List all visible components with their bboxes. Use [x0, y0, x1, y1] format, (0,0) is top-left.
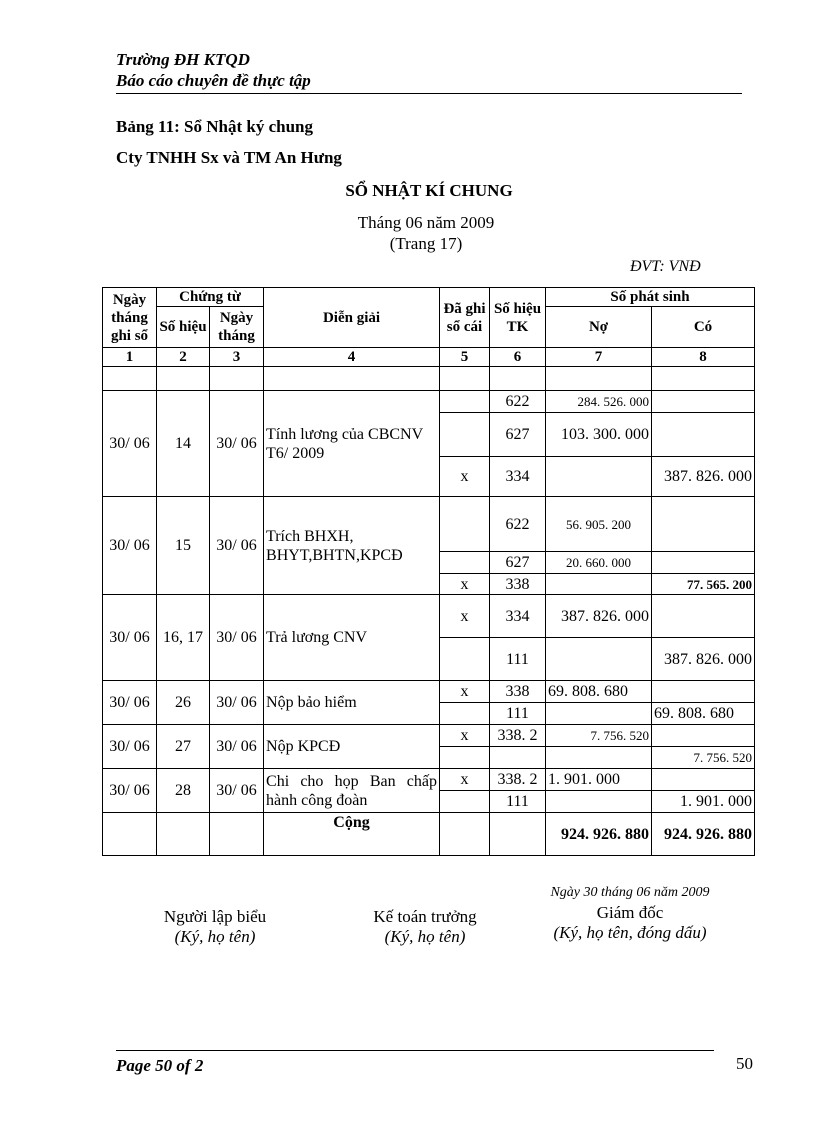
voucher-date: 30/ 06 — [210, 769, 264, 813]
entry-date: 30/ 06 — [103, 391, 157, 497]
header-divider — [116, 93, 742, 94]
document-period: Tháng 06 năm 2009 — [357, 213, 495, 232]
col-header-posted: Đã ghi sổ cái — [440, 288, 490, 348]
debit-amount: 69. 808. 680 — [546, 681, 652, 703]
entry-description: Tính lương của CBCNV T6/ 2009 — [264, 391, 440, 497]
col-header-date: Ngày tháng ghi sổ — [103, 288, 157, 348]
account-code: 338 — [490, 681, 546, 703]
account-code: 334 — [490, 595, 546, 638]
col-header-account: Số hiệu TK — [490, 288, 546, 348]
entry-date: 30/ 06 — [103, 681, 157, 725]
accountant-title: Kế toán trưởng — [373, 907, 477, 926]
col-header-voucher-no: Số hiệu — [157, 307, 210, 348]
director-title: Giám đốc — [596, 903, 664, 922]
debit-amount: 56. 905. 200 — [546, 497, 652, 552]
entry-description: Trích BHXH, BHYT,BHTN,KPCĐ — [264, 497, 440, 595]
accountant-note: (Ký, họ tên) — [384, 927, 466, 946]
col-number: 1 — [103, 348, 157, 367]
account-code: 334 — [490, 457, 546, 497]
voucher-date: 30/ 06 — [210, 725, 264, 769]
voucher-date: 30/ 06 — [210, 681, 264, 725]
debit-amount: 284. 526. 000 — [546, 391, 652, 413]
entry-description: Chi cho họp Ban chấp hành công đoàn — [264, 769, 440, 813]
voucher-number: 16, 17 — [157, 595, 210, 681]
table-caption: Bảng 11: Sổ Nhật ký chung — [116, 117, 313, 136]
entry-date: 30/ 06 — [103, 497, 157, 595]
posted-mark: x — [440, 681, 490, 703]
signature-director — [530, 903, 730, 943]
column-number-row — [103, 348, 755, 367]
credit-amount: 387. 826. 000 — [652, 638, 755, 681]
signature-preparer — [120, 907, 310, 947]
credit-amount: 387. 826. 000 — [652, 457, 755, 497]
entry-date: 30/ 06 — [103, 725, 157, 769]
posted-mark: x — [440, 457, 490, 497]
credit-amount: 1. 901. 000 — [652, 791, 755, 813]
voucher-number: 27 — [157, 725, 210, 769]
col-number: 2 — [157, 348, 210, 367]
table-row — [103, 725, 755, 747]
currency-unit: ĐVT: VNĐ — [630, 258, 701, 275]
director-note: (Ký, họ tên, đóng dấu) — [553, 923, 707, 942]
account-code: 622 — [490, 391, 546, 413]
voucher-date: 30/ 06 — [210, 497, 264, 595]
account-code: 111 — [490, 638, 546, 681]
total-credit: 924. 926. 880 — [652, 813, 755, 856]
account-code: 338 — [490, 574, 546, 595]
col-header-voucher: Chứng từ — [157, 288, 264, 307]
footer-page-label: Page 50 of 2 — [116, 1056, 204, 1075]
account-code: 627 — [490, 552, 546, 574]
journal-table — [102, 287, 755, 856]
col-number: 6 — [490, 348, 546, 367]
voucher-date: 30/ 06 — [210, 391, 264, 497]
account-code: 338. 2 — [490, 725, 546, 747]
table-row — [103, 391, 755, 413]
posted-mark: x — [440, 595, 490, 638]
entry-date: 30/ 06 — [103, 769, 157, 813]
company-name: Cty TNHH Sx và TM An Hưng — [116, 148, 342, 167]
col-number: 4 — [264, 348, 440, 367]
header-report-title: Báo cáo chuyên đề thực tập — [116, 71, 311, 90]
table-row — [103, 497, 755, 552]
total-debit: 924. 926. 880 — [546, 813, 652, 856]
voucher-number: 26 — [157, 681, 210, 725]
document-page: (Trang 17) — [389, 234, 463, 253]
posted-mark: x — [440, 769, 490, 791]
account-code: 111 — [490, 791, 546, 813]
debit-amount: 20. 660. 000 — [546, 552, 652, 574]
entry-description: Nộp KPCĐ — [264, 725, 440, 769]
posted-mark: x — [440, 725, 490, 747]
account-code: 111 — [490, 703, 546, 725]
debit-amount: 387. 826. 000 — [546, 595, 652, 638]
debit-amount: 1. 901. 000 — [546, 769, 652, 791]
voucher-date: 30/ 06 — [210, 595, 264, 681]
table-row — [103, 595, 755, 638]
entry-date: 30/ 06 — [103, 595, 157, 681]
col-header-voucher-date: Ngày tháng — [210, 307, 264, 348]
col-header-amount: Số phát sinh — [546, 288, 755, 307]
voucher-number: 28 — [157, 769, 210, 813]
col-header-credit: Có — [652, 307, 755, 348]
account-code: 622 — [490, 497, 546, 552]
entry-description: Trả lương CNV — [264, 595, 440, 681]
account-code: 338. 2 — [490, 769, 546, 791]
voucher-number: 15 — [157, 497, 210, 595]
col-number: 8 — [652, 348, 755, 367]
posted-mark: x — [440, 574, 490, 595]
footer-divider — [116, 1050, 714, 1051]
total-row — [103, 813, 755, 856]
table-row — [103, 769, 755, 791]
col-number: 7 — [546, 348, 652, 367]
total-label: Cộng — [264, 813, 440, 856]
account-code: 627 — [490, 413, 546, 457]
table-row — [103, 681, 755, 703]
col-header-debit: Nợ — [546, 307, 652, 348]
debit-amount: 7. 756. 520 — [546, 725, 652, 747]
credit-amount: 69. 808. 680 — [652, 703, 755, 725]
preparer-note: (Ký, họ tên) — [174, 927, 256, 946]
col-number: 3 — [210, 348, 264, 367]
header-school: Trường ĐH KTQD — [116, 50, 250, 69]
col-number: 5 — [440, 348, 490, 367]
entry-description: Nộp bảo hiểm — [264, 681, 440, 725]
credit-amount: 77. 565. 200 — [652, 574, 755, 595]
empty-row — [103, 367, 755, 391]
col-header-description: Diễn giải — [264, 288, 440, 348]
preparer-title: Người lập biểu — [163, 907, 267, 926]
document-title: SỔ NHẬT KÍ CHUNG — [345, 181, 513, 200]
signature-accountant — [330, 907, 520, 947]
signature-date: Ngày 30 tháng 06 năm 2009 — [550, 885, 710, 900]
voucher-number: 14 — [157, 391, 210, 497]
footer-page-number: 50 — [736, 1054, 753, 1073]
credit-amount: 7. 756. 520 — [652, 747, 755, 769]
debit-amount: 103. 300. 000 — [546, 413, 652, 457]
